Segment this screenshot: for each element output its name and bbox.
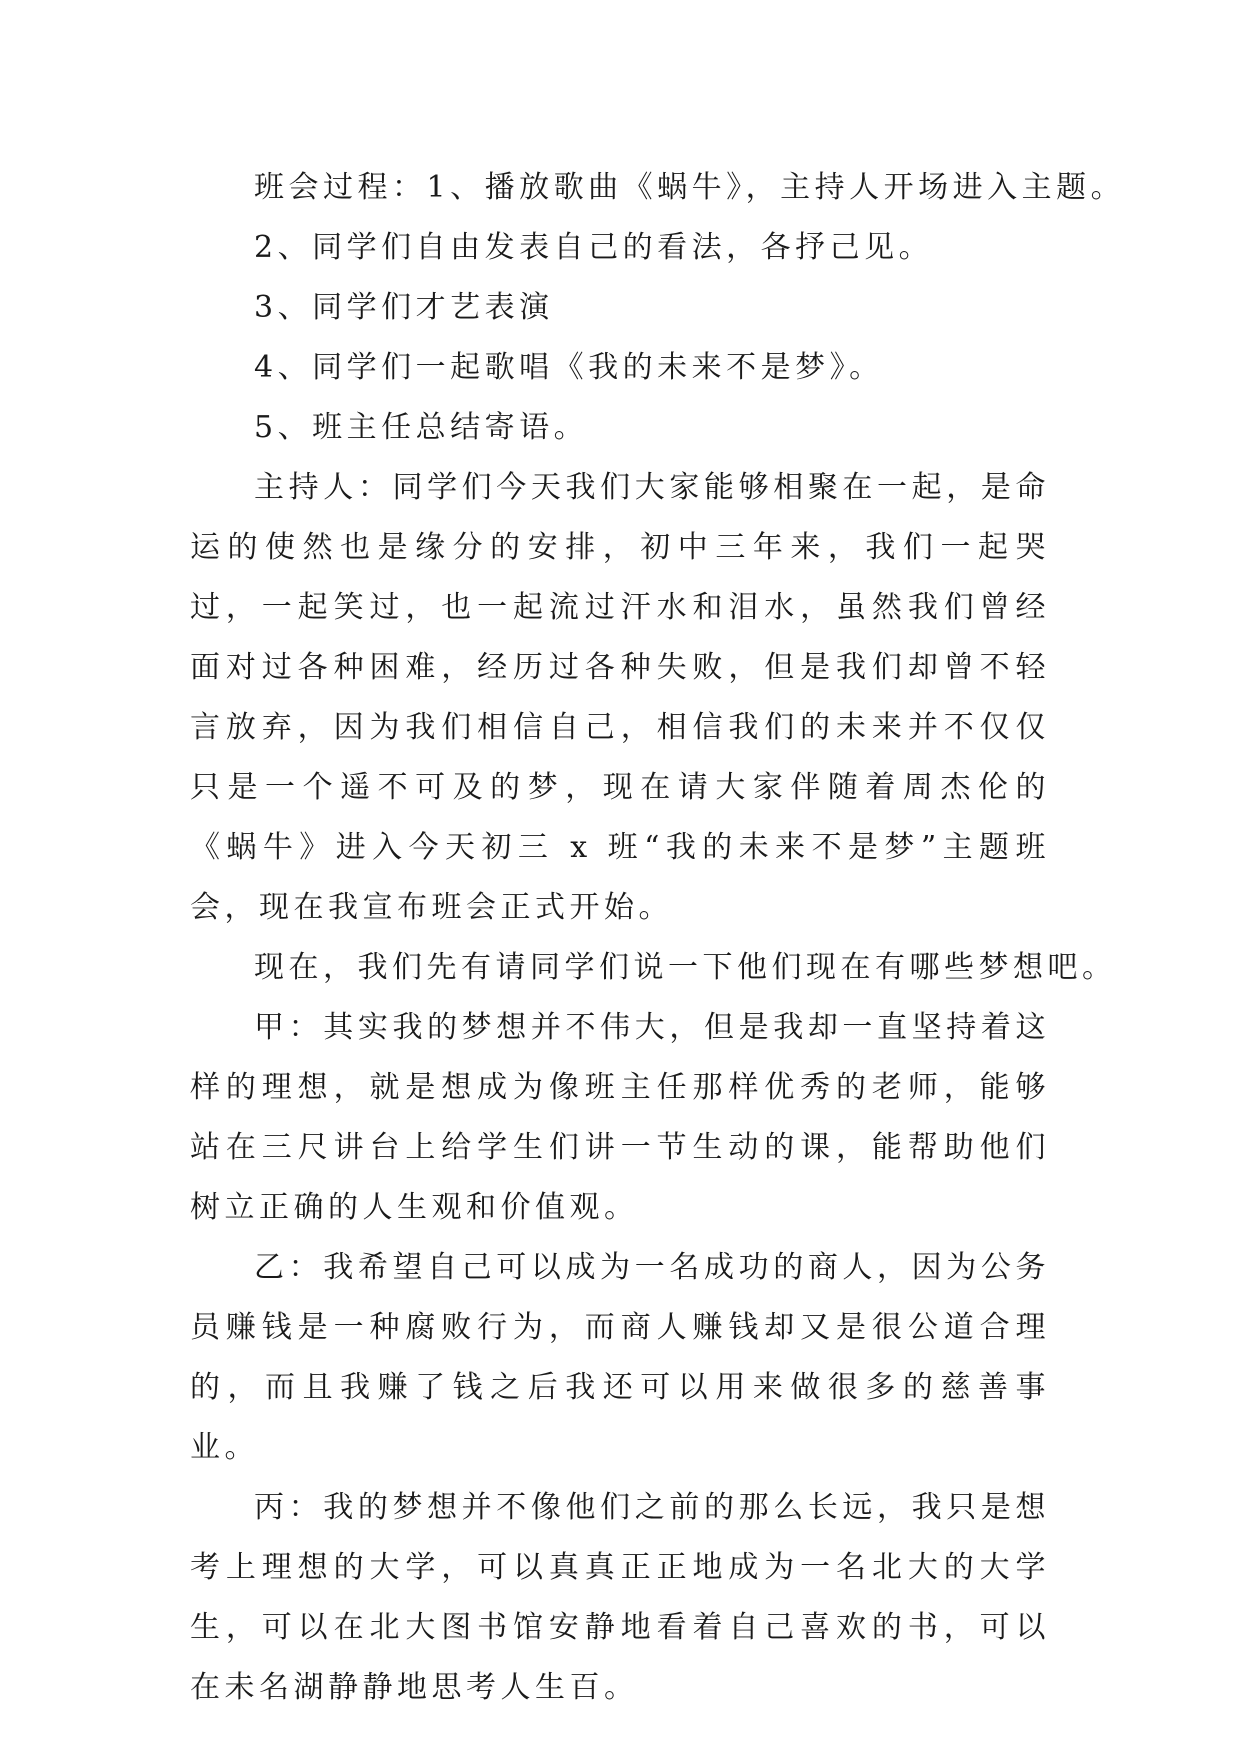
paragraph-host-opening: 主持人：同学们今天我们大家能够相聚在一起，是命运的使然也是缘分的安排，初中三年来，我们一起哭过，一起笑过，也一起流过汗水和泪水，虽然我们曾经面对过各种困难，经历过各种失败，但是我们却曾不轻言放弃，因为我们相信自己，相信我们的未来并不仅仅只是一个遥不可及的梦，现在请大家伴随着周杰伦的《蜗牛》进入今天初三 x 班“我的未来不是梦”主题班会，现在我宣布班会正式开始。	[190, 470, 1050, 925]
paragraph-step-3: 3、同学们才艺表演	[254, 290, 554, 325]
document-body	[190, 158, 1126, 1718]
paragraph-host-invite: 现在，我们先有请同学们说一下他们现在有哪些梦想吧。	[254, 950, 1117, 985]
paragraph-step-5: 5、班主任总结寄语。	[254, 410, 589, 445]
paragraph-student-b: 乙：我希望自己可以成为一名成功的商人，因为公务员赚钱是一种腐败行为，而商人赚钱却又是很公道合理的，而且我赚了钱之后我还可以用来做很多的慈善事业。	[190, 1250, 1050, 1465]
paragraph-student-a: 甲：其实我的梦想并不伟大，但是我却一直坚持着这样的理想，就是想成为像班主任那样优秀的老师，能够站在三尺讲台上给学生们讲一节生动的课，能帮助他们树立正确的人生观和价值观。	[190, 1010, 1050, 1225]
paragraph-step-4: 4、同学们一起歌唱《我的未来不是梦》。	[254, 350, 884, 385]
paragraph-class-process: 班会过程：1、播放歌曲《蜗牛》，主持人开场进入主题。	[254, 170, 1126, 205]
paragraph-step-2: 2、同学们自由发表自己的看法，各抒己见。	[254, 230, 934, 265]
paragraph-student-c: 丙：我的梦想并不像他们之前的那么长远，我只是想考上理想的大学，可以真真正正地成为一名北大的大学生，可以在北大图书馆安静地看着自己喜欢的书，可以在未名湖静静地思考人生百。	[190, 1490, 1050, 1705]
